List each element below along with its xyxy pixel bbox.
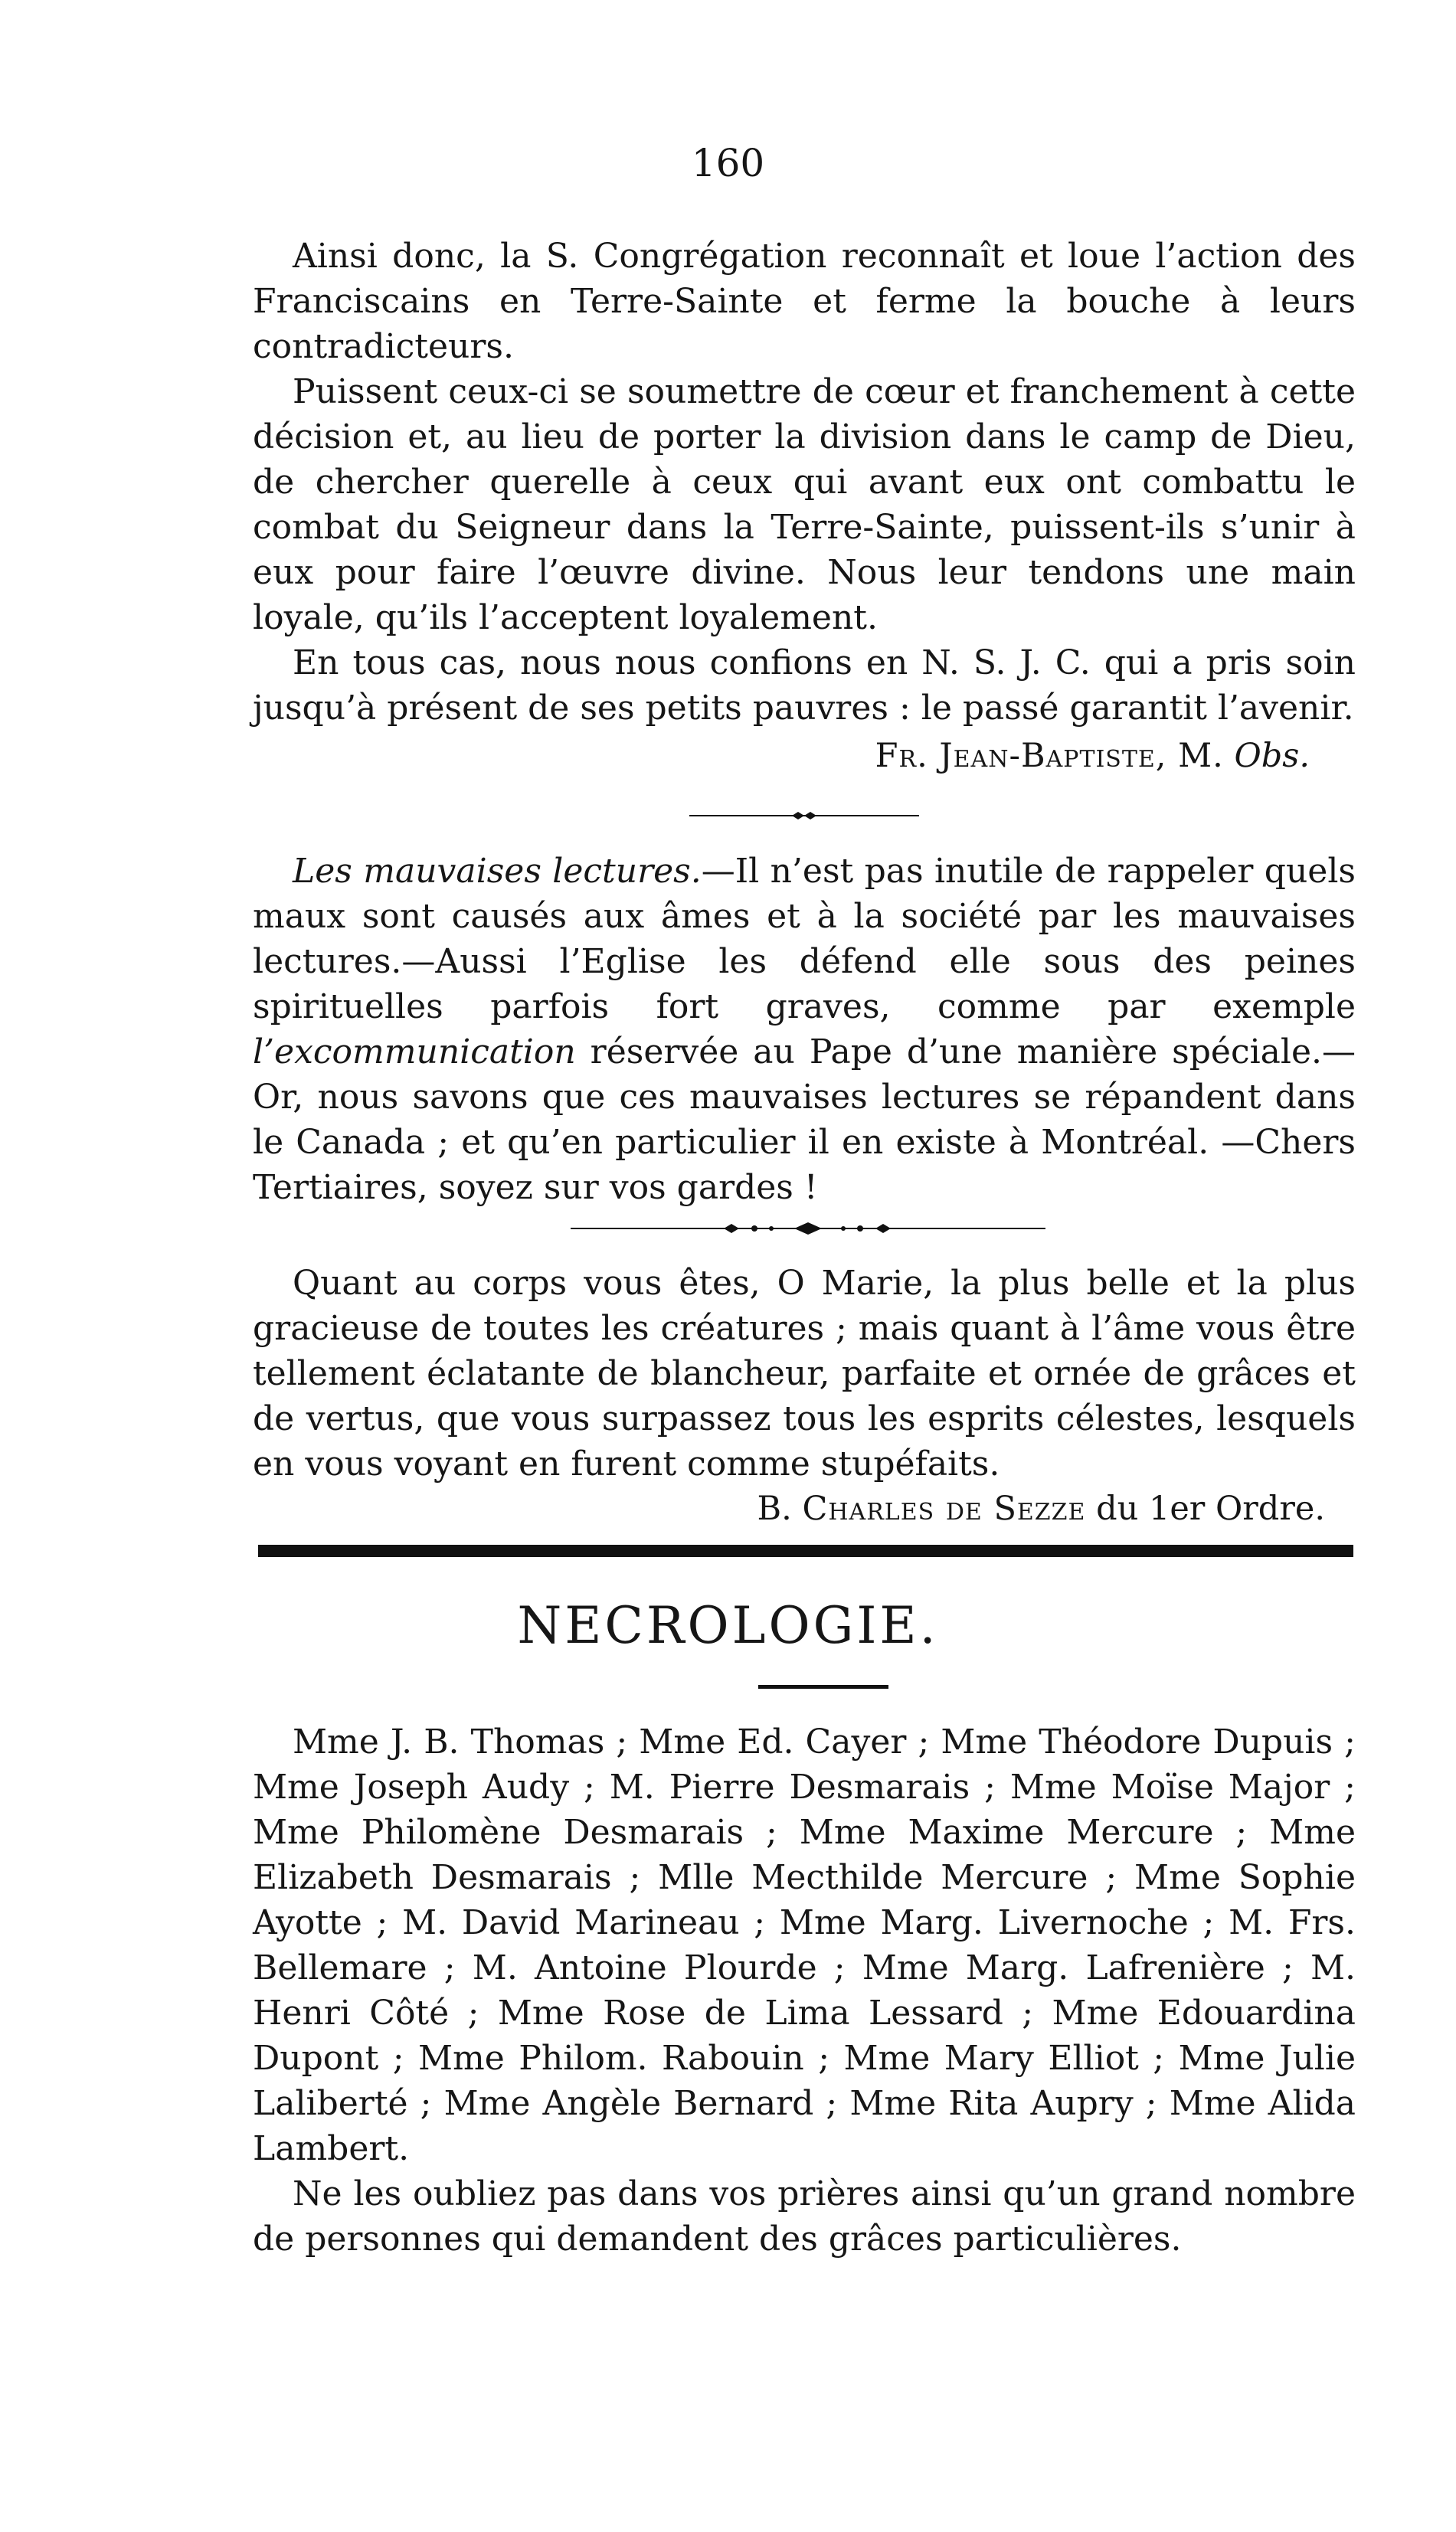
article-terre-sainte (253, 234, 1356, 779)
signature-prefix: B. (757, 1490, 792, 1528)
page-number: 160 (691, 141, 765, 185)
signature-suffix: du 1er Ordre. (1096, 1490, 1325, 1528)
paragraph (253, 849, 1356, 1210)
necrology-list (253, 1719, 1356, 2262)
article-title: Les mauvaises lectures. (293, 852, 702, 891)
ornament-divider (571, 1219, 1045, 1238)
signature-name: Charles de Sezze (802, 1490, 1086, 1528)
section-rule (258, 1545, 1353, 1557)
necrology-names: Mme J. B. Thomas ; Mme Ed. Cayer ; Mme Théodore Dupuis ; Mme Joseph Audy ; M. Pierre Desmarais ; Mme Moïse Major ; Mme Philomène Desmarais ; Mme Maxime Mercure ; Mme Elizabeth Desmarais ; Mlle Mecthilde Mercure ; Mme Sophie Ayotte ; M. David Marineau ; Mme Marg. Livernoche ; M. Frs. Bellemare ; M. Antoine Plourde ; Mme Marg. Lafrenière ; M. Henri Côté ; Mme Rose de Lima Lessard ; Mme Edouardina Dupont ; Mme Philom. Rabouin ; Mme Mary Elliot ; Mme Julie Laliberté ; Mme Angèle Bernard ; Mme Rita Aupry ; Mme Alida Lambert. (253, 1722, 1356, 2168)
necrology-closing: Ne les oubliez pas dans vos prières ainsi qu’un grand nombre de personnes qui demandent des grâces particulières. (253, 2174, 1356, 2259)
article-mauvaises-lectures (253, 849, 1356, 1210)
text: —Il n’est pas inutile de rappeler quels maux sont causés aux âmes et à la société par les mauvaises lectures.—Aussi l’Eglise les défend elle sous des peines spirituelles parfois fort graves, comme par exemple (253, 852, 1356, 1026)
signature-name: Fr. Jean-Baptiste, M. (875, 737, 1224, 775)
necrology-heading: NECROLOGIE. (517, 1596, 939, 1655)
text: réservée au Pape d’une manière spéciale.—Or, nous savons que ces mauvaises lectures se répandent dans le Canada ; et qu’en particulier il en existe à Montréal. —Chers Tertiaires, soyez sur vos gardes ! (253, 1032, 1356, 1207)
paragraph: Puissent ceux-ci se soumettre de cœur et franchement à cette décision et, au lieu de porter la division dans le camp de Dieu, de chercher querelle à ceux qui avant eux ont combattu le combat du Seigneur dans la Terre-Sainte, puissent-ils s’unir à eux pour faire l’œuvre divine. Nous leur tendons une main loyale, qu’ils l’acceptent loyalement. (253, 372, 1356, 637)
ornament-divider (689, 808, 919, 823)
signature (253, 734, 1356, 779)
signature (253, 1487, 1356, 1532)
paragraph: Quant au corps vous êtes, O Marie, la plus belle et la plus gracieuse de toutes les créatures ; mais quant à l’âme vous être tellement éclatante de blancheur, parfaite et ornée de grâces et de vertus, que vous surpassez tous les esprits célestes, lesquels en vous voyant en furent comme stupéfaits. (253, 1264, 1356, 1484)
paragraph: Ainsi donc, la S. Congrégation reconnaît et loue l’action des Franciscains en Terre-Sainte et ferme la bouche à leurs contradicteurs. (253, 237, 1356, 366)
signature-suffix: Obs. (1234, 737, 1310, 775)
heading-rule (758, 1685, 888, 1689)
emphasis: l’excommunication (253, 1032, 576, 1071)
quote-marie (253, 1261, 1356, 1532)
paragraph: En tous cas, nous nous confions en N. S. J. C. qui a pris soin jusqu’à présent de ses petits pauvres : le passé garantit l’avenir. (253, 643, 1356, 728)
